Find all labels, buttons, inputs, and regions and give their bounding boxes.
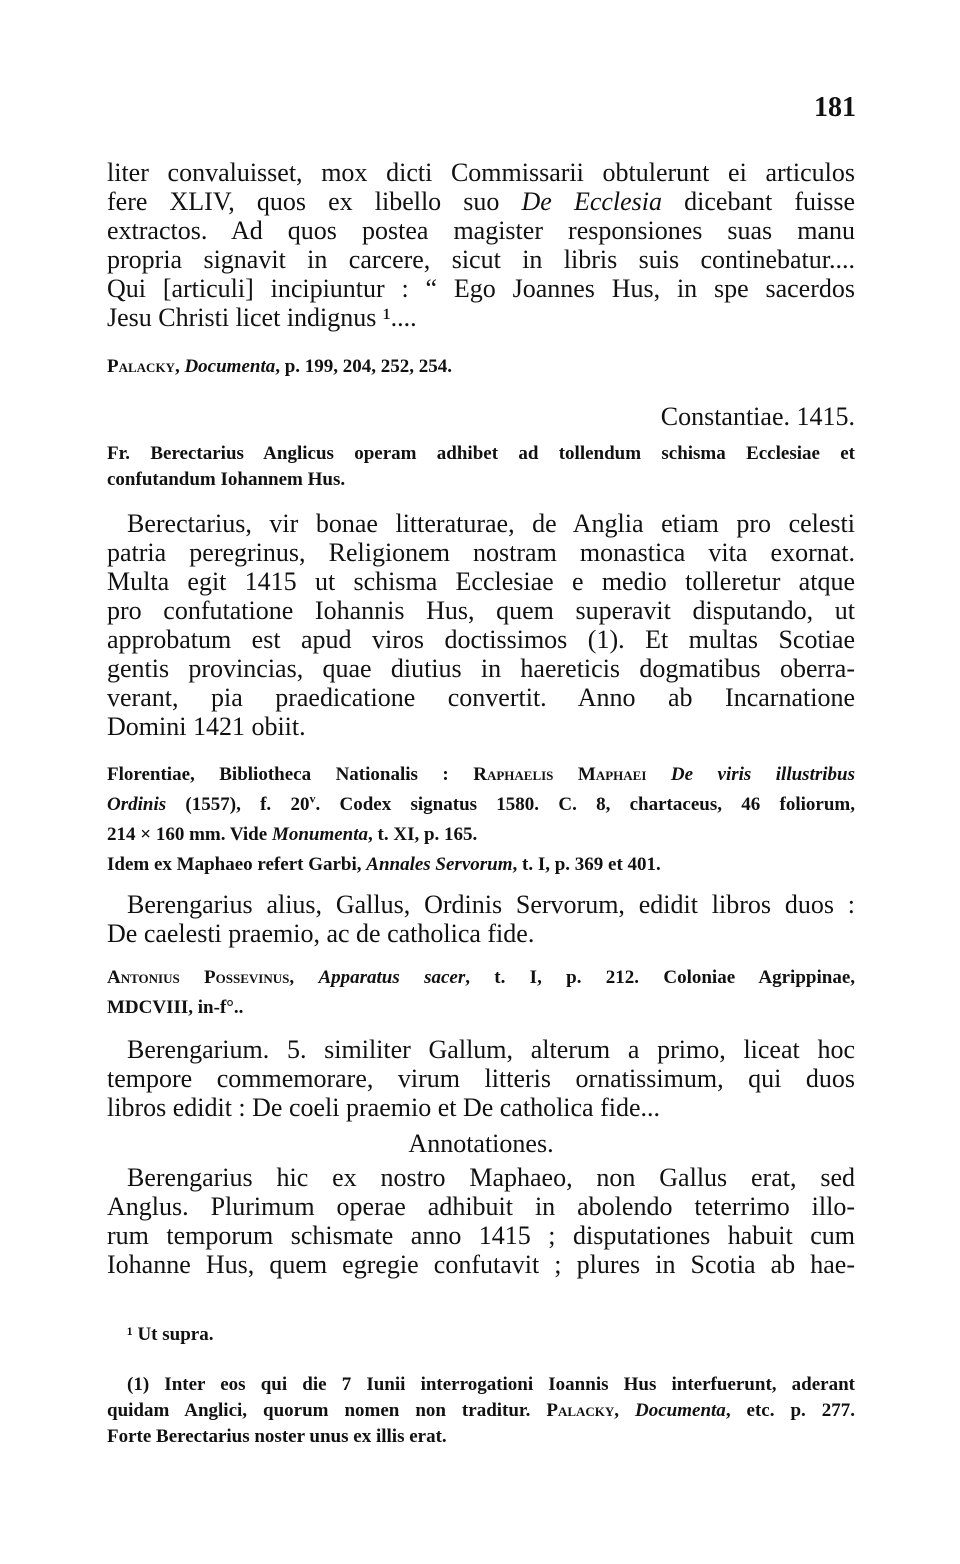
text-line: Anglus. Plurimum operae adhibuit in abolendo teterrimo illo- — [107, 1192, 855, 1221]
text-line: Florentiae, Bibliotheca Nationalis : Raphaelis Maphaei De viris illustribus — [107, 764, 855, 785]
text-line: fere XLIV, quos ex libello suo De Ecclesia dicebant fuisse — [107, 187, 855, 216]
text-line: Berengarium. 5. similiter Gallum, alterum a primo, liceat hoc — [127, 1035, 855, 1064]
text-line: Jesu Christi licet indignus ¹.... — [107, 303, 417, 332]
text-line: Iohanne Hus, quem egregie confutavit ; plures in Scotia ab hae- — [107, 1250, 855, 1279]
text-line: quidam Anglici, quorum nomen non traditur. Palacky, Documenta, etc. p. 277. — [107, 1400, 855, 1421]
text-line: pro confutatione Iohannis Hus, quem superavit disputando, ut — [107, 596, 855, 625]
entry-paragraph-berectarius — [107, 509, 855, 741]
footnote-2 — [107, 1372, 855, 1450]
reference-palacky: Palacky, Documenta, p. 199, 204, 252, 254. — [107, 356, 453, 377]
text-line: Berengarius alius, Gallus, Ordinis Servorum, edidit libros duos : — [127, 890, 855, 919]
reference-florentiae — [107, 760, 855, 880]
ref-pages: , p. 199, 204, 252, 254. — [275, 356, 453, 377]
text-line: Berectarius, vir bonae litteraturae, de Anglia etiam pro celesti — [127, 509, 855, 538]
text-line: MDCVIII, in-f°.. — [107, 997, 244, 1018]
text-line: verant, pia praedicatione convertit. Anno ab Incarnatione — [107, 683, 855, 712]
text-line: tempore commemorare, virum litteris ornatissimum, qui duos — [107, 1064, 855, 1093]
ref-work: Documenta — [184, 356, 276, 377]
text-line: propria signavit in carcere, sicut in libris suis continebatur.... — [107, 245, 855, 274]
text-line: Idem ex Maphaeo refert Garbi, Annales Servorum, t. I, p. 369 et 401. — [107, 854, 661, 875]
entry-paragraph-berengarius — [107, 890, 855, 948]
reference-possevinus — [107, 963, 855, 1023]
text-line: De caelesti praemio, ac de catholica fide. — [107, 919, 535, 948]
footnote-text: ¹ Ut supra. — [127, 1324, 214, 1345]
ref-author: Palacky — [107, 356, 175, 377]
text-line: gentis provincias, quae diutius in haereticis dogmatibus oberra- — [107, 654, 855, 683]
place-date-heading: Constantiae. 1415. — [660, 402, 855, 431]
text-line: Berengarius hic ex nostro Maphaeo, non Gallus erat, sed — [127, 1163, 855, 1192]
annotationes-heading: Annotationes. — [408, 1129, 554, 1158]
text-line: Antonius Possevinus, Apparatus sacer, t. I, p. 212. Coloniae Agrippinae, — [107, 967, 855, 988]
text-line: Ordinis (1557), f. 20$^v$. Codex signatus 1580. C. 8, chartaceus, 46 foliorum, — [107, 791, 855, 815]
continuation-paragraph — [107, 158, 855, 332]
text-line: approbatum est apud viros doctissimos (1). Et multas Scotiae — [107, 625, 855, 654]
text-line: Forte Berectarius noster unus ex illis erat. — [107, 1426, 447, 1447]
text-line: Qui [articuli] incipiuntur : “ Ego Joannes Hus, in spe sacerdos — [107, 274, 855, 303]
text-line: Fr. Berectarius Anglicus operam adhibet ad tollendum schisma Ecclesiae et — [107, 443, 855, 464]
text-line: Domini 1421 obiit. — [107, 712, 306, 741]
text-line: rum temporum schismate anno 1415 ; disputationes habuit cum — [107, 1221, 855, 1250]
annotation-paragraph — [107, 1163, 855, 1279]
page-number: 181 — [814, 92, 856, 123]
text-line: liter convaluisset, mox dicti Commissarii obtulerunt ei articulos — [107, 158, 855, 187]
text-line: Multa egit 1415 ut schisma Ecclesiae e medio tolleretur atque — [107, 567, 855, 596]
text-line: libros edidit : De coeli praemio et De catholica fide... — [107, 1093, 661, 1122]
text-line: (1) Inter eos qui die 7 Iunii interrogationi Ioannis Hus interfuerunt, aderant — [127, 1374, 855, 1395]
text-line: patria peregrinus, Religionem nostram monastica vita exornat. — [107, 538, 855, 567]
text-line: confutandum Iohannem Hus. — [107, 469, 346, 490]
footnote-1 — [107, 1322, 855, 1348]
text-line: extractos. Ad quos postea magister responsiones suas manu — [107, 216, 855, 245]
entry-summary — [107, 441, 855, 493]
text-line: 214 × 160 mm. Vide Monumenta, t. XI, p. 165. — [107, 824, 478, 845]
quoted-paragraph — [107, 1035, 855, 1122]
